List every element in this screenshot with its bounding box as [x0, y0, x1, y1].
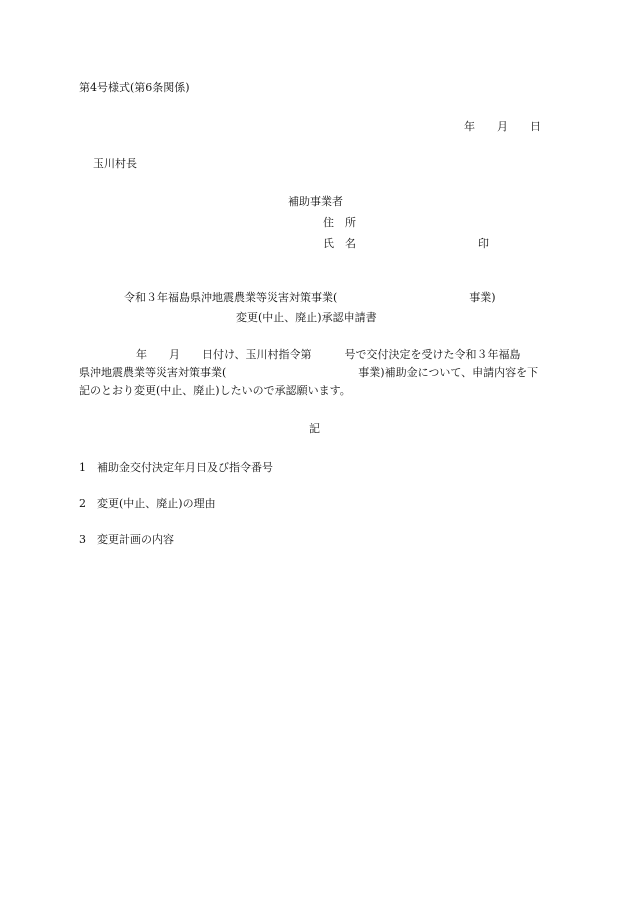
applicant-heading: 補助事業者: [288, 195, 343, 208]
form-number-label: 第4号様式(第6条関係): [79, 81, 190, 94]
seal-label: 印: [478, 237, 489, 250]
list-item: 2 変更(中止、廃止)の理由: [79, 497, 216, 510]
document-title-line-2: 変更(中止、廃止)承認申請書: [236, 311, 377, 324]
body-text-line-3: 記のとおり変更(中止、廃止)したいので承認願います。: [79, 384, 351, 397]
addressee: 玉川村長: [93, 157, 137, 170]
body-text-line-2: 県沖地震農業等災害対策事業( 事業)補助金について、申請内容を下: [79, 366, 539, 379]
name-label: 氏 名: [323, 237, 356, 250]
list-item: 3 変更計画の内容: [79, 533, 174, 546]
document-title-line-1: 令和３年福島県沖地震農業等災害対策事業( 事業): [124, 291, 496, 304]
list-item: 1 補助金交付決定年月日及び指令番号: [79, 461, 273, 474]
address-label: 住 所: [323, 216, 356, 229]
body-text-line-1: 年 月 日付け、玉川村指令第 号で交付決定を受けた令和３年福島: [136, 348, 521, 361]
ki-heading: 記: [309, 422, 320, 435]
date-line: 年 月 日: [464, 120, 541, 133]
